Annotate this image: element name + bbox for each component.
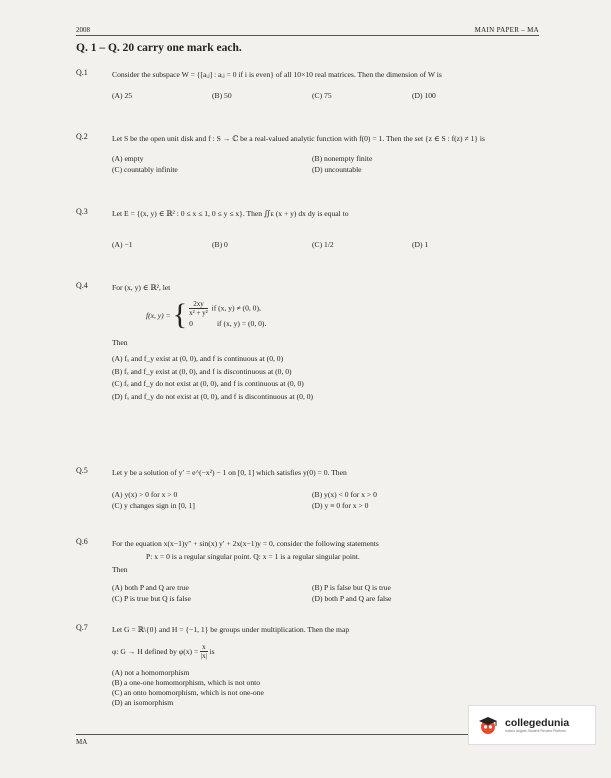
question-text: Let E = {(x, y) ∈ ℝ² : 0 ≤ x ≤ 1, 0 ≤ y ≤ x}. Then ∬ᴇ (x + y) dx dy is equal to — [112, 209, 349, 218]
option-b: (B) fₓ and f_y exist at (0, 0), and f is discontinuous at (0, 0) — [112, 366, 292, 376]
question-text: Let S be the open unit disk and f : S → ℂ be a real-valued analytic function with f(0) = 1. Then the set {z ∈ S : f(z) ≠ 1} is — [112, 134, 485, 143]
option-d: (D) fₓ and f_y do not exist at (0, 0), and f is discontinuous at (0, 0) — [112, 391, 314, 401]
option-c: (C) fₓ and f_y do not exist at (0, 0), and f is continuous at (0, 0) — [112, 379, 304, 388]
option-d: (D) an isomorphism — [112, 698, 174, 707]
question-text: For (x, y) ∈ ℝ², let — [112, 283, 171, 292]
question-number: Q.5 — [76, 466, 88, 475]
option-a: (A) not a homomorphism — [112, 668, 190, 677]
option-b: (B) 0 — [212, 240, 228, 249]
option-a: (A) y(x) > 0 for x > 0 — [112, 490, 178, 499]
question-number: Q.4 — [76, 281, 88, 290]
map-rhs: is — [209, 647, 215, 656]
function-lhs: f(x, y) = — [146, 310, 171, 320]
option-a: (A) fₓ and f_y exist at (0, 0), and f is continuous at (0, 0) — [112, 354, 284, 363]
case2-condition: if (x, y) = (0, 0). — [216, 319, 267, 328]
question-text: Let G = ℝ\{0} and H = {−1, 1} be groups under multiplication. Then the map — [112, 625, 350, 634]
question-number: Q.2 — [76, 132, 88, 141]
brace-glyph: { — [172, 298, 188, 331]
case1-fraction — [189, 300, 208, 317]
option-c: (C) 75 — [312, 91, 332, 100]
option-b: (B) nonempty finite — [312, 154, 373, 163]
then-text: Then — [112, 338, 128, 347]
option-c: (C) countably infinite — [112, 165, 178, 174]
option-d: (D) y ≡ 0 for x > 0 — [312, 501, 369, 510]
map-definition — [112, 643, 540, 660]
question-text: Consider the subspace W = {[aᵢⱼ] : aᵢⱼ = 0 if i is even} of all 10×10 real matrices. Then the dimension of W is — [112, 70, 442, 79]
question-number: Q.6 — [76, 537, 88, 546]
collegedunia-logo — [468, 705, 596, 745]
question-number: Q.7 — [76, 623, 88, 632]
case1-denominator: x² + y² — [189, 309, 208, 317]
option-d: (D) both P and Q are false — [312, 594, 392, 603]
case1-condition: if (x, y) ≠ (0, 0), — [211, 303, 261, 313]
header-divider — [76, 35, 539, 36]
map-denominator: |x| — [200, 652, 208, 660]
option-a: (A) empty — [112, 154, 144, 163]
option-c: (C) y changes sign in [0, 1] — [112, 501, 195, 510]
question-text: Let y be a solution of y′ = e^(−x²) − 1 on [0, 1] which satisfies y(0) = 0. Then — [112, 468, 347, 477]
option-c: (C) 1/2 — [312, 240, 334, 249]
header-paper: MAIN PAPER – MA — [474, 26, 539, 34]
map-fraction — [200, 643, 208, 660]
option-c: (C) P is true but Q is false — [112, 594, 191, 603]
statements: P: x = 0 is a regular singular point. Q: x = 1 is a regular singular point. — [146, 552, 360, 561]
then-text: Then — [112, 565, 128, 574]
graduate-icon — [477, 714, 499, 736]
option-b: (B) 50 — [212, 91, 232, 100]
case1-numerator: 2xy — [189, 300, 208, 309]
option-a: (A) both P and Q are true — [112, 583, 189, 592]
logo-tagline: India's largest Student Review Platform — [505, 729, 566, 733]
question-text: For the equation x(x−1)y″ + sin(x) y′ + 2x(x−1)y = 0, consider the following statements — [112, 539, 379, 548]
map-lhs: φ: G → H defined by φ(x) = — [112, 647, 199, 656]
option-b: (B) y(x) < 0 for x > 0 — [312, 490, 377, 499]
question-number: Q.3 — [76, 207, 88, 216]
footer-code: MA — [76, 738, 88, 746]
case2-value: 0 — [189, 319, 193, 328]
logo-name: collegedunia — [505, 717, 570, 729]
option-c: (C) an onto homomorphism, which is not one-one — [112, 688, 264, 697]
question-number: Q.1 — [76, 68, 88, 77]
option-d: (D) uncountable — [312, 165, 362, 174]
map-numerator: x — [202, 643, 206, 651]
option-b: (B) a one-one homomorphism, which is not onto — [112, 678, 261, 687]
option-a: (A) 25 — [112, 91, 133, 100]
piecewise-function — [146, 300, 540, 330]
section-title: Q. 1 – Q. 20 carry one mark each. — [76, 42, 242, 54]
option-d: (D) 100 — [412, 91, 436, 100]
option-d: (D) 1 — [412, 240, 429, 249]
option-a: (A) −1 — [112, 240, 133, 249]
header-year: 2008 — [76, 26, 90, 34]
option-b: (B) P is false but Q is true — [312, 583, 391, 592]
